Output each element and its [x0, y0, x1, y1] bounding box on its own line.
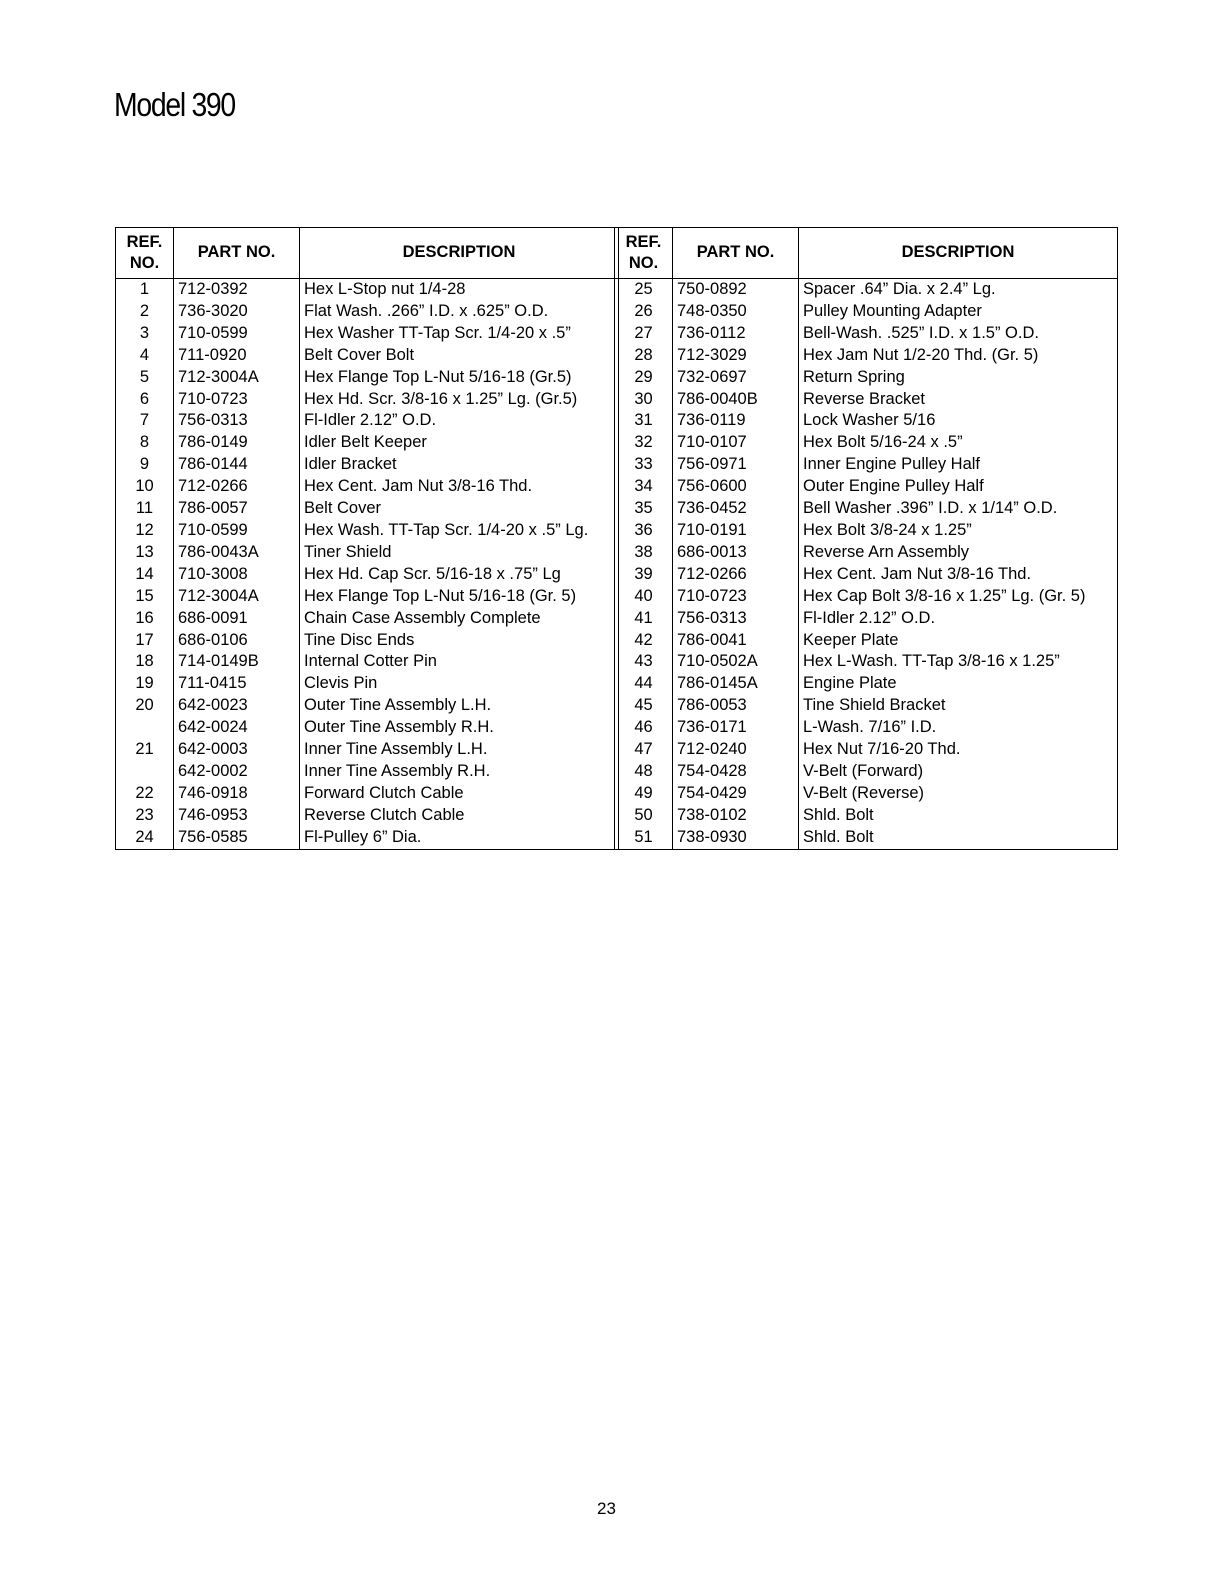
description-cell: Outer Tine Assembly L.H. — [300, 695, 619, 717]
table-row — [116, 827, 619, 849]
description-cell: V-Belt (Forward) — [799, 761, 1118, 783]
table-row — [116, 761, 619, 783]
description-cell: Reverse Bracket — [799, 389, 1118, 411]
table-row — [615, 498, 1118, 520]
part-no-cell: 786-0145A — [673, 673, 799, 695]
description-cell: Idler Bracket — [300, 454, 619, 476]
ref-no-cell: 17 — [116, 630, 174, 652]
page-title: Model 390 — [114, 86, 235, 123]
ref-no-cell: 39 — [615, 564, 673, 586]
description-cell: Hex Flange Top L-Nut 5/16-18 (Gr. 5) — [300, 586, 619, 608]
part-no-cell: 710-0599 — [174, 323, 300, 345]
description-cell: Fl-Idler 2.12” O.D. — [799, 608, 1118, 630]
table-row — [615, 301, 1118, 323]
ref-no-cell: 28 — [615, 345, 673, 367]
table-row — [615, 739, 1118, 761]
part-no-cell: 756-0585 — [174, 827, 300, 849]
description-cell: Hex Washer TT-Tap Scr. 1/4-20 x .5” — [300, 323, 619, 345]
part-no-cell: 736-0112 — [673, 323, 799, 345]
part-no-cell: 750-0892 — [673, 279, 799, 301]
ref-no-cell: 22 — [116, 783, 174, 805]
ref-no-cell: 44 — [615, 673, 673, 695]
ref-no-cell: 25 — [615, 279, 673, 301]
description-cell: Hex L-Wash. TT-Tap 3/8-16 x 1.25” — [799, 651, 1118, 673]
table-row — [116, 739, 619, 761]
description-cell: Hex L-Stop nut 1/4-28 — [300, 279, 619, 301]
description-cell: Shld. Bolt — [799, 805, 1118, 827]
ref-no-cell: 42 — [615, 630, 673, 652]
part-no-cell: 746-0918 — [174, 783, 300, 805]
part-no-cell: 786-0053 — [673, 695, 799, 717]
description-cell: Hex Flange Top L-Nut 5/16-18 (Gr.5) — [300, 367, 619, 389]
part-no-cell: 642-0024 — [174, 717, 300, 739]
description-cell: Hex Hd. Cap Scr. 5/16-18 x .75” Lg — [300, 564, 619, 586]
part-no-cell: 746-0953 — [174, 805, 300, 827]
table-row — [615, 389, 1118, 411]
ref-no-cell: 30 — [615, 389, 673, 411]
part-no-cell: 786-0043A — [174, 542, 300, 564]
ref-no-cell: 43 — [615, 651, 673, 673]
table-row — [615, 827, 1118, 849]
part-no-cell: 710-0191 — [673, 520, 799, 542]
ref-no-cell: 27 — [615, 323, 673, 345]
part-no-cell: 711-0920 — [174, 345, 300, 367]
description-cell: Hex Bolt 5/16-24 x .5” — [799, 432, 1118, 454]
ref-no-cell: 33 — [615, 454, 673, 476]
part-no-cell: 642-0023 — [174, 695, 300, 717]
ref-no-cell: 32 — [615, 432, 673, 454]
table-row — [116, 323, 619, 345]
ref-no-cell: 16 — [116, 608, 174, 630]
description-cell: Spacer .64” Dia. x 2.4” Lg. — [799, 279, 1118, 301]
description-cell: Clevis Pin — [300, 673, 619, 695]
table-header-row — [116, 228, 619, 279]
ref-no-cell: 47 — [615, 739, 673, 761]
ref-no-cell: 1 — [116, 279, 174, 301]
table-row — [615, 520, 1118, 542]
table-row — [116, 279, 619, 301]
ref-no-cell: 13 — [116, 542, 174, 564]
part-no-cell: 686-0013 — [673, 542, 799, 564]
part-no-cell: 748-0350 — [673, 301, 799, 323]
ref-no-cell: 48 — [615, 761, 673, 783]
part-no-cell: 712-3004A — [174, 367, 300, 389]
part-no-cell: 786-0149 — [174, 432, 300, 454]
table-row — [615, 476, 1118, 498]
part-no-cell: 738-0930 — [673, 827, 799, 849]
table-row — [116, 367, 619, 389]
table-row — [116, 586, 619, 608]
ref-no-cell: 20 — [116, 695, 174, 717]
ref-no-cell: 23 — [116, 805, 174, 827]
ref-no-cell: 8 — [116, 432, 174, 454]
ref-no-cell: 18 — [116, 651, 174, 673]
parts-table-left — [115, 227, 619, 850]
description-cell: Pulley Mounting Adapter — [799, 301, 1118, 323]
part-no-cell: 712-0392 — [174, 279, 300, 301]
description-cell: Shld. Bolt — [799, 827, 1118, 849]
table-row — [116, 695, 619, 717]
table-row — [116, 301, 619, 323]
part-no-cell: 736-0171 — [673, 717, 799, 739]
ref-header-line1: REF. — [625, 233, 662, 251]
ref-header-line2: NO. — [628, 254, 659, 272]
description-cell: Idler Belt Keeper — [300, 432, 619, 454]
description-cell: L-Wash. 7/16” I.D. — [799, 717, 1118, 739]
table-row — [615, 783, 1118, 805]
description-cell: Hex Hd. Scr. 3/8-16 x 1.25” Lg. (Gr.5) — [300, 389, 619, 411]
ref-no-cell: 50 — [615, 805, 673, 827]
description-cell: Hex Jam Nut 1/2-20 Thd. (Gr. 5) — [799, 345, 1118, 367]
table-row — [116, 608, 619, 630]
page-number: 23 — [597, 1499, 616, 1518]
table-row — [615, 673, 1118, 695]
description-header: DESCRIPTION — [300, 228, 619, 279]
description-cell: V-Belt (Reverse) — [799, 783, 1118, 805]
part-no-cell: 710-0502A — [673, 651, 799, 673]
description-cell: Fl-Idler 2.12” O.D. — [300, 410, 619, 432]
ref-no-cell: 51 — [615, 827, 673, 849]
description-cell: Hex Wash. TT-Tap Scr. 1/4-20 x .5” Lg. — [300, 520, 619, 542]
part-no-cell: 642-0003 — [174, 739, 300, 761]
part-no-cell: 756-0313 — [174, 410, 300, 432]
description-cell: Lock Washer 5/16 — [799, 410, 1118, 432]
part-no-cell: 712-0240 — [673, 739, 799, 761]
description-cell: Keeper Plate — [799, 630, 1118, 652]
table-row — [116, 520, 619, 542]
ref-no-cell: 10 — [116, 476, 174, 498]
ref-no-cell: 40 — [615, 586, 673, 608]
description-cell: Engine Plate — [799, 673, 1118, 695]
ref-no-cell: 19 — [116, 673, 174, 695]
ref-no-cell: 5 — [116, 367, 174, 389]
description-cell: Tine Shield Bracket — [799, 695, 1118, 717]
description-cell: Internal Cotter Pin — [300, 651, 619, 673]
part-no-header: PART NO. — [174, 228, 300, 279]
part-no-cell: 786-0144 — [174, 454, 300, 476]
ref-no-cell: 35 — [615, 498, 673, 520]
description-cell: Hex Cap Bolt 3/8-16 x 1.25” Lg. (Gr. 5) — [799, 586, 1118, 608]
ref-no-cell: 14 — [116, 564, 174, 586]
part-no-cell: 712-0266 — [673, 564, 799, 586]
ref-header-line1: REF. — [126, 233, 163, 251]
table-row — [615, 542, 1118, 564]
table-row — [615, 564, 1118, 586]
ref-no-header — [615, 228, 673, 279]
table-row — [116, 389, 619, 411]
description-cell: Bell-Wash. .525” I.D. x 1.5” O.D. — [799, 323, 1118, 345]
parts-table-left-body — [116, 279, 619, 850]
description-cell: Inner Engine Pulley Half — [799, 454, 1118, 476]
part-no-cell: 736-3020 — [174, 301, 300, 323]
table-row — [615, 717, 1118, 739]
description-header: DESCRIPTION — [799, 228, 1118, 279]
ref-no-cell: 12 — [116, 520, 174, 542]
ref-no-cell: 49 — [615, 783, 673, 805]
ref-no-cell — [116, 717, 174, 739]
description-cell: Inner Tine Assembly L.H. — [300, 739, 619, 761]
description-cell: Hex Cent. Jam Nut 3/8-16 Thd. — [799, 564, 1118, 586]
part-no-cell: 710-0723 — [174, 389, 300, 411]
description-cell: Flat Wash. .266” I.D. x .625” O.D. — [300, 301, 619, 323]
table-row — [116, 630, 619, 652]
ref-no-cell: 45 — [615, 695, 673, 717]
table-header-row — [615, 228, 1118, 279]
part-no-cell: 754-0428 — [673, 761, 799, 783]
table-row — [615, 432, 1118, 454]
ref-no-cell: 6 — [116, 389, 174, 411]
description-cell: Hex Cent. Jam Nut 3/8-16 Thd. — [300, 476, 619, 498]
table-row — [615, 410, 1118, 432]
table-row — [615, 608, 1118, 630]
part-no-cell: 786-0040B — [673, 389, 799, 411]
description-cell: Reverse Arn Assembly — [799, 542, 1118, 564]
part-no-cell: 736-0452 — [673, 498, 799, 520]
description-cell: Tine Disc Ends — [300, 630, 619, 652]
table-row — [116, 542, 619, 564]
part-no-cell: 712-0266 — [174, 476, 300, 498]
description-cell: Outer Tine Assembly R.H. — [300, 717, 619, 739]
table-row — [116, 805, 619, 827]
ref-no-cell: 36 — [615, 520, 673, 542]
ref-no-cell: 38 — [615, 542, 673, 564]
description-cell: Hex Nut 7/16-20 Thd. — [799, 739, 1118, 761]
ref-no-cell: 11 — [116, 498, 174, 520]
ref-no-cell: 41 — [615, 608, 673, 630]
ref-no-cell: 31 — [615, 410, 673, 432]
table-row — [116, 498, 619, 520]
table-row — [116, 454, 619, 476]
part-no-cell: 736-0119 — [673, 410, 799, 432]
ref-no-cell: 3 — [116, 323, 174, 345]
part-no-cell: 710-0723 — [673, 586, 799, 608]
part-no-cell: 756-0600 — [673, 476, 799, 498]
parts-table-right — [614, 227, 1118, 850]
description-cell: Reverse Clutch Cable — [300, 805, 619, 827]
table-row — [615, 805, 1118, 827]
part-no-cell: 756-0971 — [673, 454, 799, 476]
description-cell: Outer Engine Pulley Half — [799, 476, 1118, 498]
table-row — [116, 651, 619, 673]
table-row — [615, 630, 1118, 652]
ref-no-cell: 34 — [615, 476, 673, 498]
table-row — [615, 279, 1118, 301]
table-row — [116, 410, 619, 432]
table-row — [615, 761, 1118, 783]
table-row — [615, 323, 1118, 345]
description-cell: Return Spring — [799, 367, 1118, 389]
ref-no-cell: 9 — [116, 454, 174, 476]
part-no-cell: 686-0106 — [174, 630, 300, 652]
description-cell: Belt Cover Bolt — [300, 345, 619, 367]
ref-no-cell: 46 — [615, 717, 673, 739]
ref-no-cell: 29 — [615, 367, 673, 389]
ref-no-cell: 2 — [116, 301, 174, 323]
description-cell: Tiner Shield — [300, 542, 619, 564]
part-no-cell: 710-3008 — [174, 564, 300, 586]
part-no-cell: 754-0429 — [673, 783, 799, 805]
ref-no-cell: 15 — [116, 586, 174, 608]
ref-no-cell: 26 — [615, 301, 673, 323]
part-no-cell: 710-0107 — [673, 432, 799, 454]
ref-header-line2: NO. — [129, 254, 160, 272]
description-cell: Belt Cover — [300, 498, 619, 520]
part-no-cell: 756-0313 — [673, 608, 799, 630]
table-row — [116, 345, 619, 367]
part-no-cell: 732-0697 — [673, 367, 799, 389]
part-no-cell: 712-3004A — [174, 586, 300, 608]
part-no-cell: 686-0091 — [174, 608, 300, 630]
description-cell: Forward Clutch Cable — [300, 783, 619, 805]
part-no-cell: 786-0041 — [673, 630, 799, 652]
ref-no-cell — [116, 761, 174, 783]
table-row — [615, 454, 1118, 476]
part-no-cell: 710-0599 — [174, 520, 300, 542]
part-no-cell: 714-0149B — [174, 651, 300, 673]
part-no-cell: 786-0057 — [174, 498, 300, 520]
table-row — [615, 367, 1118, 389]
table-row — [615, 651, 1118, 673]
description-cell: Hex Bolt 3/8-24 x 1.25” — [799, 520, 1118, 542]
table-row — [116, 783, 619, 805]
part-no-cell: 738-0102 — [673, 805, 799, 827]
description-cell: Bell Washer .396” I.D. x 1/14” O.D. — [799, 498, 1118, 520]
table-row — [615, 695, 1118, 717]
description-cell: Fl-Pulley 6” Dia. — [300, 827, 619, 849]
table-row — [615, 586, 1118, 608]
table-row — [116, 673, 619, 695]
ref-no-cell: 21 — [116, 739, 174, 761]
ref-no-header — [116, 228, 174, 279]
ref-no-cell: 7 — [116, 410, 174, 432]
description-cell: Inner Tine Assembly R.H. — [300, 761, 619, 783]
table-row — [116, 432, 619, 454]
table-row — [116, 476, 619, 498]
table-row — [116, 717, 619, 739]
table-row — [615, 345, 1118, 367]
part-no-cell: 642-0002 — [174, 761, 300, 783]
description-cell: Chain Case Assembly Complete — [300, 608, 619, 630]
ref-no-cell: 4 — [116, 345, 174, 367]
parts-table-right-body — [615, 279, 1118, 850]
part-no-header: PART NO. — [673, 228, 799, 279]
table-row — [116, 564, 619, 586]
part-no-cell: 712-3029 — [673, 345, 799, 367]
part-no-cell: 711-0415 — [174, 673, 300, 695]
ref-no-cell: 24 — [116, 827, 174, 849]
